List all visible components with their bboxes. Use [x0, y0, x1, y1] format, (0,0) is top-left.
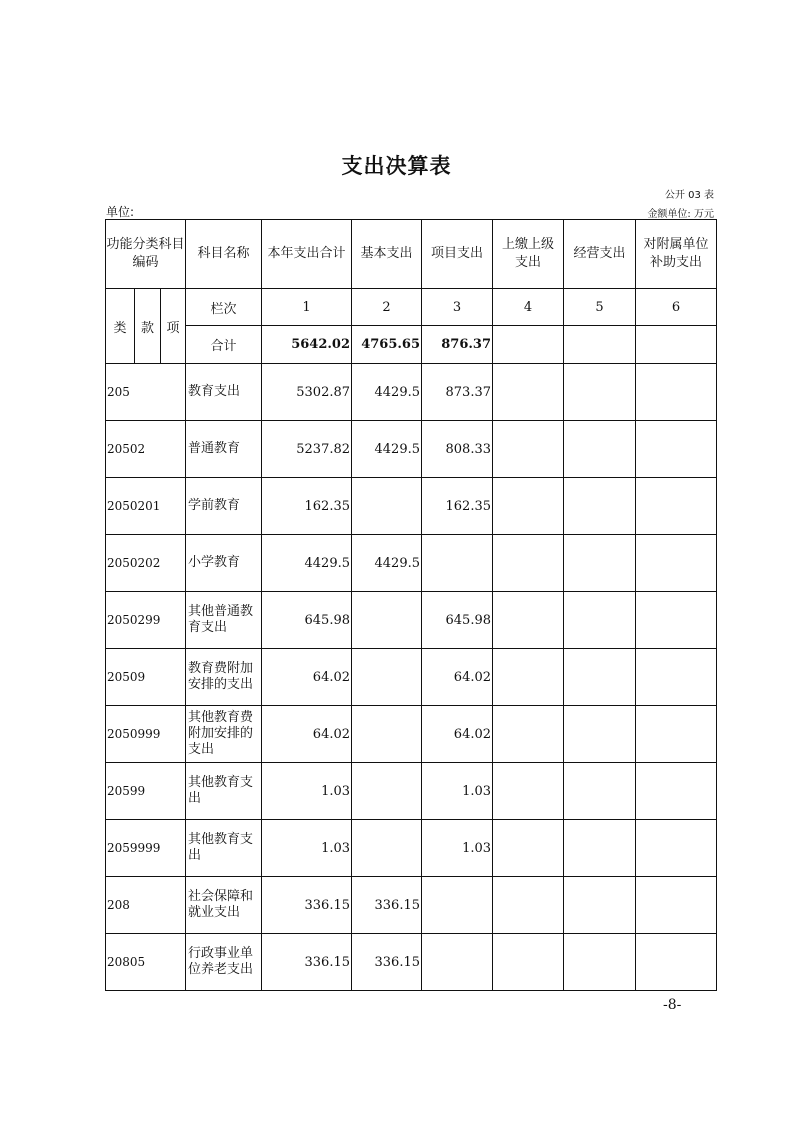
row-remit [493, 364, 564, 421]
row-basic: 4429.5 [352, 421, 422, 478]
row-subsidy [636, 478, 717, 535]
row-code: 2050299 [106, 592, 186, 649]
row-project [422, 877, 493, 934]
row-total: 336.15 [262, 934, 352, 991]
amount-unit-label: 金额单位: 万元 [647, 209, 714, 220]
row-project: 645.98 [422, 592, 493, 649]
page-number: -8- [663, 997, 682, 1013]
table-row [106, 421, 717, 478]
col-index-3: 3 [422, 289, 493, 326]
row-business [564, 592, 636, 649]
row-subsidy [636, 706, 717, 763]
row-total: 645.98 [262, 592, 352, 649]
col-index-5: 5 [564, 289, 636, 326]
row-name: 其他普通教育支出 [186, 592, 262, 649]
row-subsidy [636, 934, 717, 991]
row-subsidy [636, 820, 717, 877]
total-basic: 4765.65 [352, 326, 422, 364]
header-subject-name: 科目名称 [186, 220, 262, 289]
row-total: 1.03 [262, 820, 352, 877]
row-basic: 4429.5 [352, 535, 422, 592]
row-name: 其他教育费附加安排的支出 [186, 706, 262, 763]
row-code: 2059999 [106, 820, 186, 877]
row-project: 808.33 [422, 421, 493, 478]
row-code: 20599 [106, 763, 186, 820]
row-project: 64.02 [422, 649, 493, 706]
row-total: 4429.5 [262, 535, 352, 592]
row-business [564, 877, 636, 934]
row-remit [493, 478, 564, 535]
page-title: 支出决算表 [341, 154, 452, 178]
header-lei: 类 [106, 289, 135, 364]
row-basic [352, 706, 422, 763]
table-row [106, 478, 717, 535]
row-project: 162.35 [422, 478, 493, 535]
row-project: 1.03 [422, 763, 493, 820]
table-row [106, 934, 717, 991]
header-remit: 上缴上级支出 [493, 220, 564, 289]
row-name: 学前教育 [186, 478, 262, 535]
row-total: 5237.82 [262, 421, 352, 478]
row-code: 20509 [106, 649, 186, 706]
row-business [564, 706, 636, 763]
row-name: 教育支出 [186, 364, 262, 421]
row-project: 64.02 [422, 706, 493, 763]
row-total: 64.02 [262, 706, 352, 763]
header-project: 项目支出 [422, 220, 493, 289]
unit-label: 单位: [106, 205, 135, 219]
row-subsidy [636, 592, 717, 649]
row-basic: 336.15 [352, 934, 422, 991]
table-row [106, 706, 717, 763]
row-remit [493, 592, 564, 649]
row-name: 普通教育 [186, 421, 262, 478]
row-remit [493, 763, 564, 820]
row-project: 873.37 [422, 364, 493, 421]
row-remit [493, 820, 564, 877]
row-name: 社会保障和就业支出 [186, 877, 262, 934]
row-remit [493, 649, 564, 706]
row-project [422, 535, 493, 592]
form-number: 公开 03 表 [664, 190, 714, 201]
total-label: 合计 [186, 326, 262, 364]
row-business [564, 535, 636, 592]
row-code: 2050202 [106, 535, 186, 592]
row-project [422, 934, 493, 991]
row-project: 1.03 [422, 820, 493, 877]
row-remit [493, 934, 564, 991]
header-lanci: 栏次 [186, 289, 262, 326]
row-basic [352, 592, 422, 649]
row-total: 1.03 [262, 763, 352, 820]
column-index-row [106, 289, 717, 326]
row-name: 小学教育 [186, 535, 262, 592]
row-business [564, 763, 636, 820]
row-name: 行政事业单位养老支出 [186, 934, 262, 991]
row-basic [352, 763, 422, 820]
row-business [564, 934, 636, 991]
table-row [106, 364, 717, 421]
header-kuan: 款 [135, 289, 161, 364]
table-row [106, 763, 717, 820]
row-remit [493, 421, 564, 478]
total-row [106, 326, 717, 364]
row-remit [493, 535, 564, 592]
row-total: 5302.87 [262, 364, 352, 421]
row-subsidy [636, 421, 717, 478]
row-business [564, 820, 636, 877]
row-business [564, 649, 636, 706]
row-total: 162.35 [262, 478, 352, 535]
row-basic [352, 649, 422, 706]
row-remit [493, 706, 564, 763]
row-basic: 4429.5 [352, 364, 422, 421]
header-business: 经营支出 [564, 220, 636, 289]
row-basic [352, 478, 422, 535]
row-subsidy [636, 877, 717, 934]
row-code: 20805 [106, 934, 186, 991]
table-row [106, 649, 717, 706]
row-code: 208 [106, 877, 186, 934]
col-index-4: 4 [493, 289, 564, 326]
col-index-2: 2 [352, 289, 422, 326]
col-index-6: 6 [636, 289, 717, 326]
col-index-1: 1 [262, 289, 352, 326]
header-basic: 基本支出 [352, 220, 422, 289]
row-business [564, 364, 636, 421]
row-code: 20502 [106, 421, 186, 478]
row-total: 64.02 [262, 649, 352, 706]
row-subsidy [636, 364, 717, 421]
expenditure-table [105, 219, 717, 991]
header-xiang: 项 [161, 289, 186, 364]
table-row [106, 820, 717, 877]
row-code: 2050999 [106, 706, 186, 763]
row-subsidy [636, 649, 717, 706]
row-basic: 336.15 [352, 877, 422, 934]
row-remit [493, 877, 564, 934]
total-sum: 5642.02 [262, 326, 352, 364]
header-row [106, 220, 717, 289]
table-row [106, 877, 717, 934]
row-name: 教育费附加安排的支出 [186, 649, 262, 706]
header-total: 本年支出合计 [262, 220, 352, 289]
total-project: 876.37 [422, 326, 493, 364]
header-subsidy: 对附属单位补助支出 [636, 220, 717, 289]
row-subsidy [636, 763, 717, 820]
row-subsidy [636, 535, 717, 592]
row-code: 205 [106, 364, 186, 421]
table-row [106, 592, 717, 649]
row-code: 2050201 [106, 478, 186, 535]
row-name: 其他教育支出 [186, 763, 262, 820]
row-total: 336.15 [262, 877, 352, 934]
row-business [564, 478, 636, 535]
table-row [106, 535, 717, 592]
header-func-code: 功能分类科目编码 [106, 220, 186, 289]
row-business [564, 421, 636, 478]
row-name: 其他教育支出 [186, 820, 262, 877]
row-basic [352, 820, 422, 877]
